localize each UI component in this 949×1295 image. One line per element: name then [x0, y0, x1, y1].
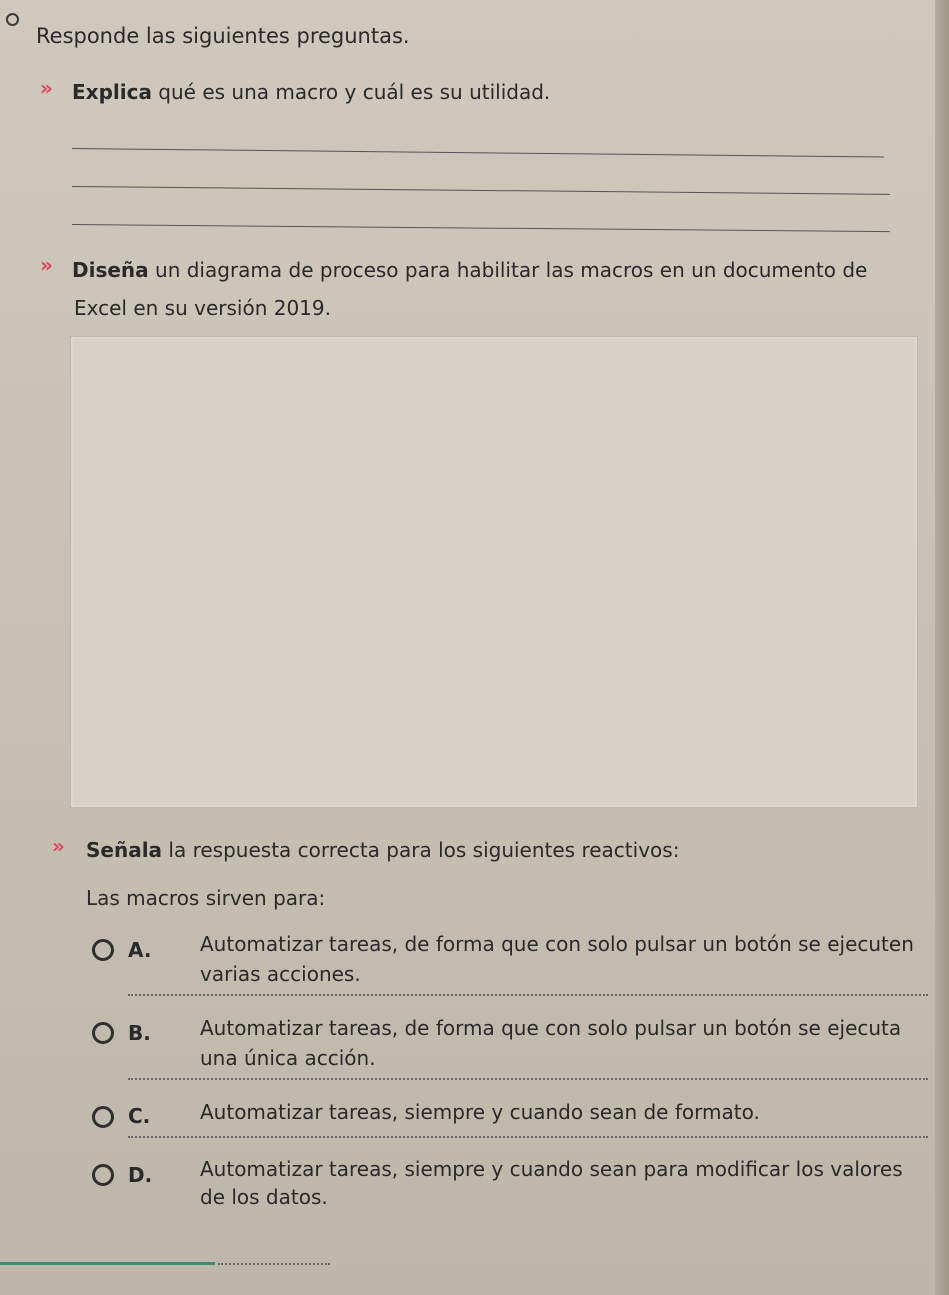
- footer-dotted-line: [218, 1263, 330, 1265]
- option-c-radio[interactable]: [92, 1106, 114, 1128]
- header-bullet-icon: [6, 13, 19, 26]
- q1-keyword: Explica: [72, 80, 152, 104]
- q1-answer-line-3[interactable]: [72, 224, 890, 232]
- option-a-radio[interactable]: [92, 939, 114, 961]
- q3-rest: la respuesta correcta para los siguientes reactivos:: [162, 838, 680, 862]
- q3-text: [86, 838, 679, 862]
- option-b-text-line1[interactable]: Automatizar tareas, de forma que con solo pulsar un botón se ejecuta: [200, 1016, 902, 1040]
- option-d-letter: D.: [128, 1163, 153, 1187]
- q2-text-line2: Excel en su versión 2019.: [74, 296, 331, 320]
- q2-text: [72, 258, 867, 282]
- option-c-letter: C.: [128, 1104, 151, 1128]
- option-a-letter: A.: [128, 938, 152, 962]
- option-d-text-line2[interactable]: de los datos.: [200, 1185, 328, 1209]
- q1-answer-line-2[interactable]: [72, 186, 890, 195]
- q2-chevron-icon: »: [40, 253, 47, 277]
- option-b-radio[interactable]: [92, 1022, 114, 1044]
- q1-text: [72, 80, 550, 104]
- q2-keyword: Diseña: [72, 258, 149, 282]
- option-b-text-line2[interactable]: una única acción.: [200, 1046, 376, 1070]
- option-c-text-line1[interactable]: Automatizar tareas, siempre y cuando sean de formato.: [200, 1100, 760, 1124]
- option-a-text-line1[interactable]: Automatizar tareas, de forma que con solo pulsar un botón se ejecuten: [200, 932, 914, 956]
- diagram-drawing-area[interactable]: [70, 336, 918, 808]
- q2-rest: un diagrama de proceso para habilitar las macros en un documento de: [148, 258, 868, 282]
- option-b-letter: B.: [128, 1021, 151, 1045]
- option-d-text-line1[interactable]: Automatizar tareas, siempre y cuando sean para modificar los valores: [200, 1157, 903, 1181]
- footer-green-line: [0, 1262, 215, 1265]
- header-instruction: Responde las siguientes preguntas.: [36, 24, 410, 48]
- q3-chevron-icon: »: [52, 834, 59, 858]
- q3-prompt: Las macros sirven para:: [86, 886, 326, 910]
- page-edge: [935, 0, 949, 1295]
- option-d-radio[interactable]: [92, 1164, 114, 1186]
- q1-chevron-icon: »: [40, 76, 47, 100]
- option-a-text-line2[interactable]: varias acciones.: [200, 962, 361, 986]
- option-a-dotted-line: [128, 994, 928, 996]
- q1-answer-line-1[interactable]: [72, 148, 884, 158]
- option-c-dotted-line: [128, 1136, 928, 1138]
- q1-rest: qué es una macro y cuál es su utilidad.: [151, 80, 551, 104]
- option-b-dotted-line: [128, 1078, 928, 1080]
- q3-keyword: Señala: [86, 838, 163, 862]
